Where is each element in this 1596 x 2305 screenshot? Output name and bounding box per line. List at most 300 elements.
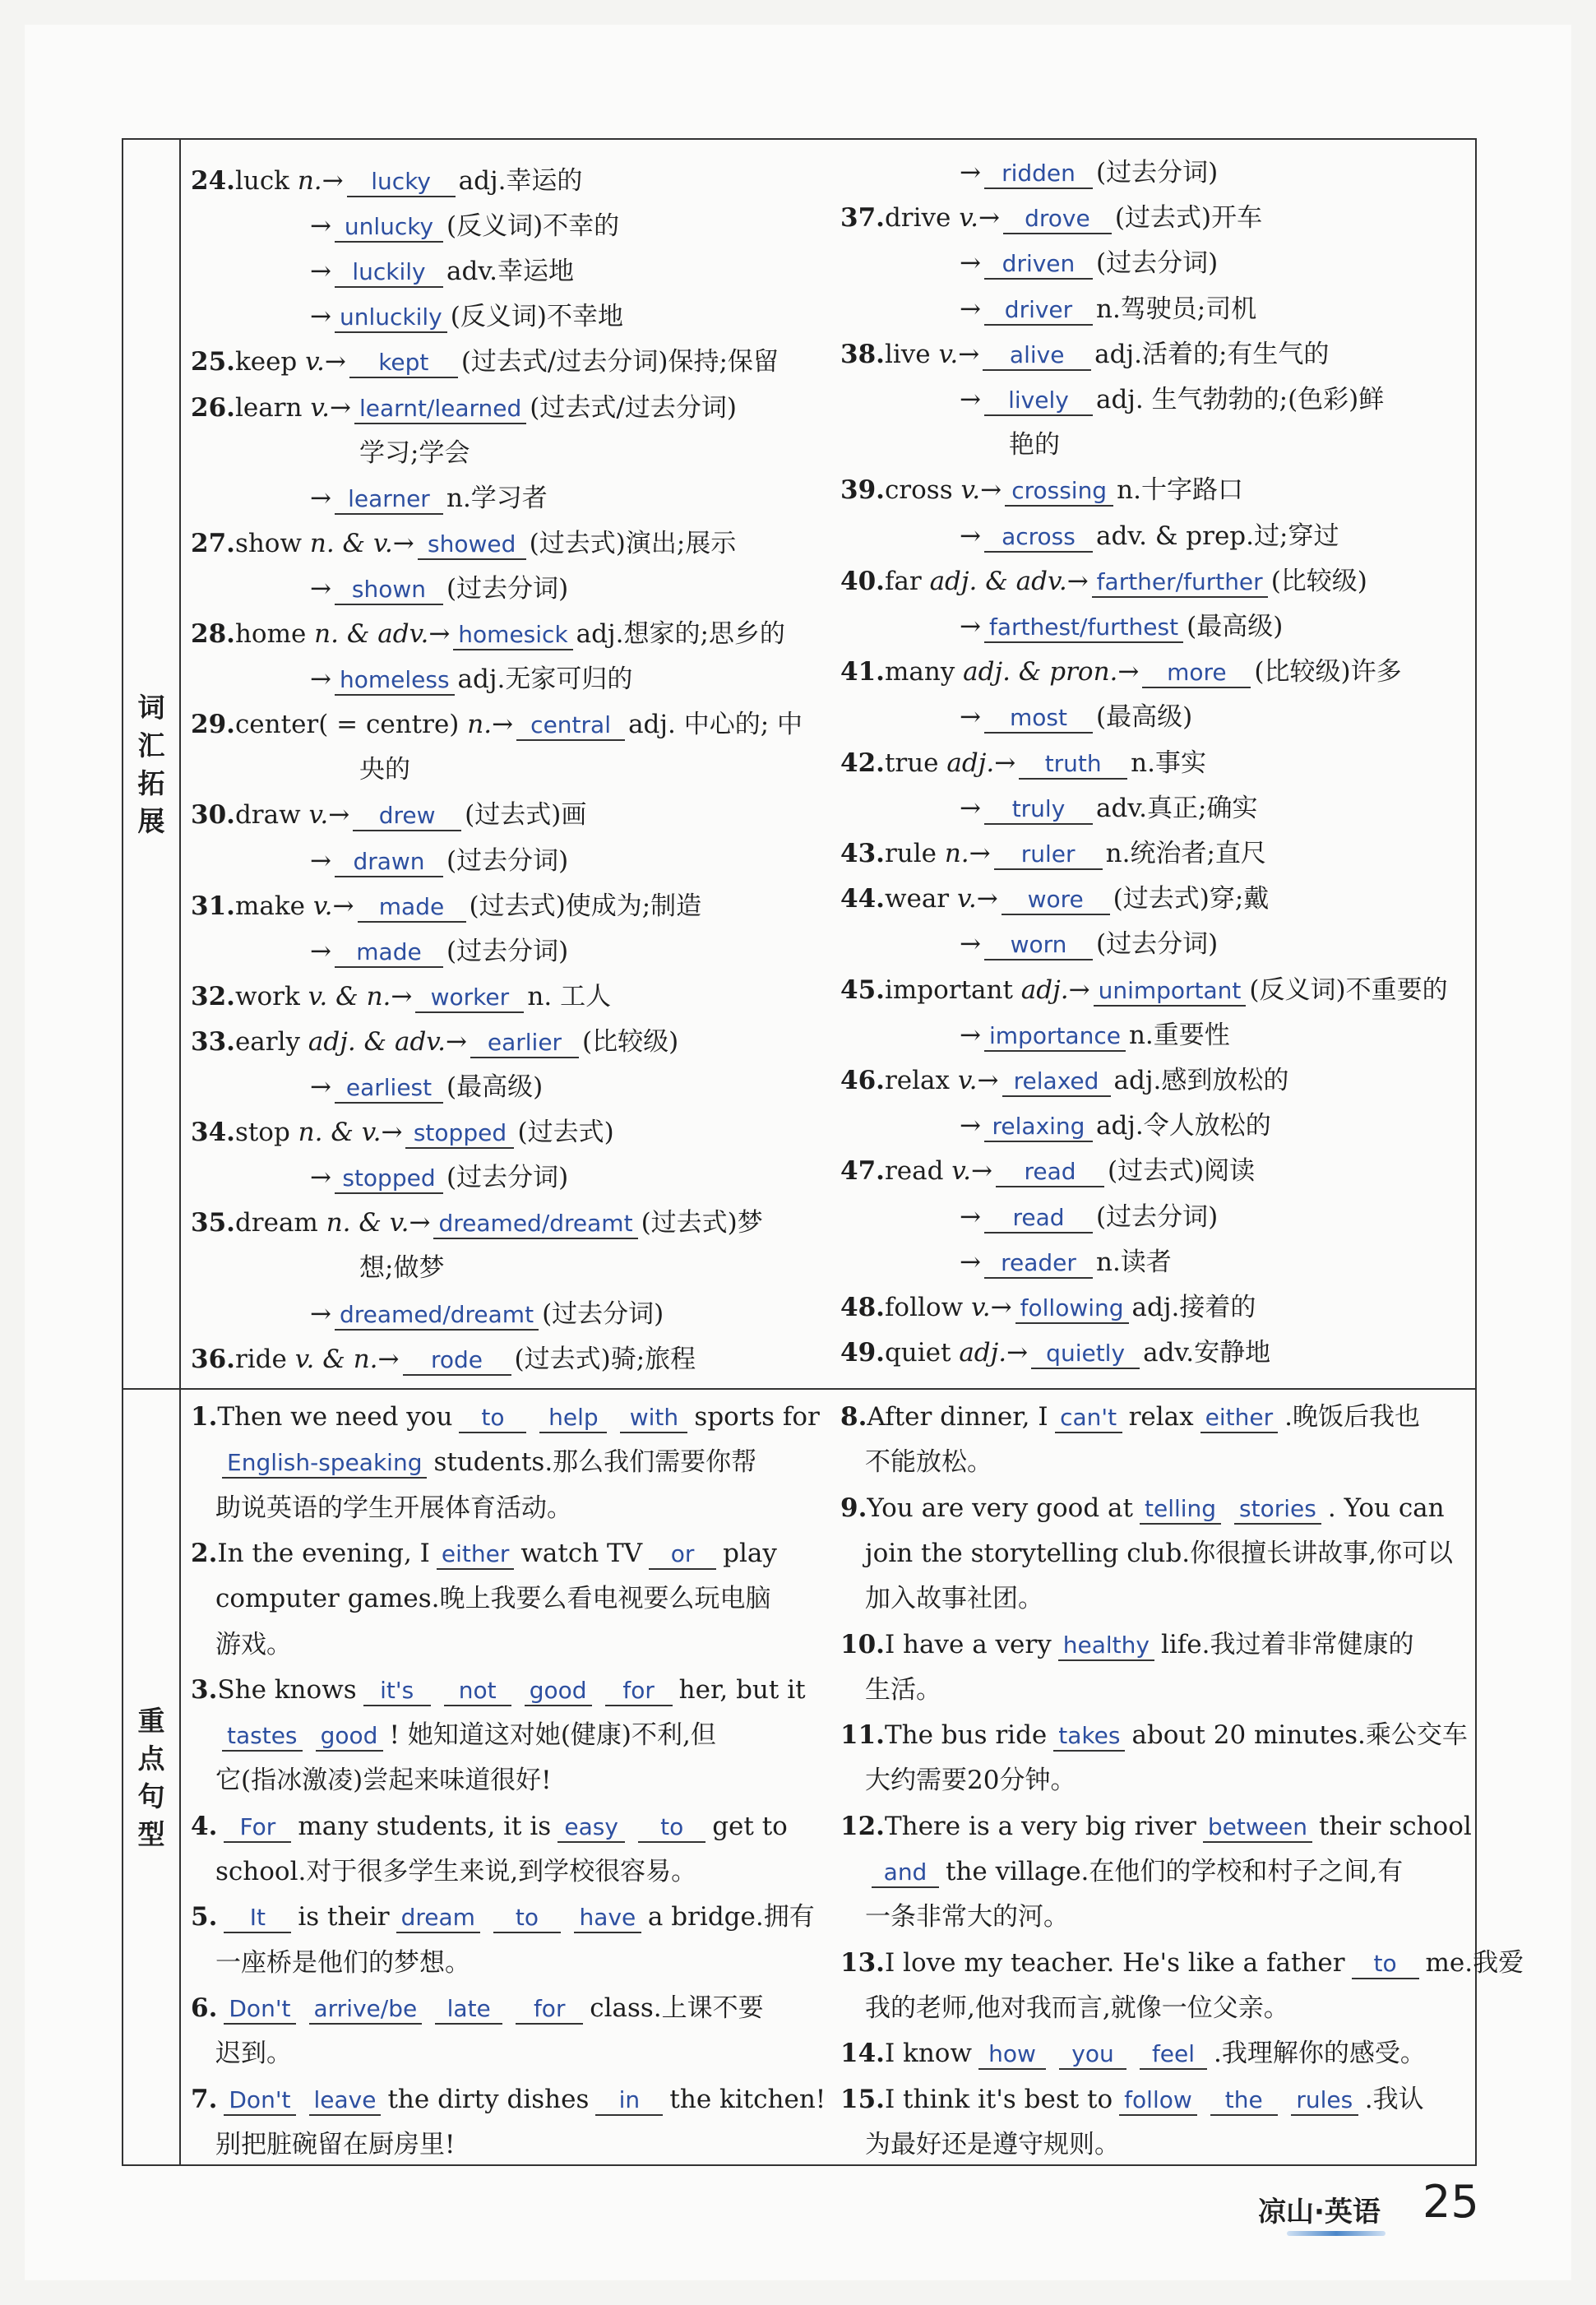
- answer-blank: kept: [349, 349, 458, 378]
- sentence-row: [191, 1440, 756, 1485]
- sentence-text: computer games.晚上我要么看电视要么玩电脑: [215, 1584, 771, 1614]
- definition: (过去式)开车: [1114, 203, 1263, 234]
- vocab-row: [840, 150, 1218, 196]
- vocab-row: [191, 929, 568, 974]
- answer-blank: easy: [557, 1813, 625, 1843]
- item-number: 7.: [191, 2084, 218, 2114]
- sentence-row: [191, 2077, 826, 2122]
- answer-blank: earliest: [335, 1074, 443, 1104]
- part-of-speech: adj. & adv.: [929, 566, 1067, 596]
- sentence-text: class.上课不要: [590, 1993, 764, 2023]
- definition: (过去式): [517, 1118, 614, 1148]
- sentence-text: I know: [884, 2039, 972, 2069]
- arrow-icon: →: [994, 748, 1016, 778]
- item-number: 26.: [191, 392, 235, 423]
- answer-blank: showed: [418, 530, 526, 560]
- vocab-row: [191, 1155, 568, 1201]
- sentence-row: [191, 1531, 777, 1576]
- headword: dream: [234, 1208, 326, 1238]
- answer-blank: wore: [1002, 886, 1110, 915]
- part-of-speech: v.: [956, 884, 977, 914]
- sentence-section-label: 重 点 句 型: [137, 1705, 165, 1850]
- answer-blank: healthy: [1058, 1632, 1154, 1661]
- arrow-icon: →: [978, 203, 1000, 234]
- sentence-text: I think it's best to: [884, 2084, 1113, 2114]
- answer-blank: English-speaking: [222, 1449, 427, 1479]
- headword: work: [234, 981, 308, 1011]
- sentence-text: In the evening, I: [217, 1538, 430, 1568]
- vocab-row: [840, 786, 1257, 831]
- sentence-text: There is a very big river: [884, 1811, 1196, 1841]
- vocab-row: [191, 793, 586, 838]
- arrow-icon: →: [428, 619, 451, 649]
- definition: (过去分词): [446, 1163, 569, 1193]
- label-column-divider: [179, 138, 181, 2166]
- item-number: 24.: [191, 166, 235, 196]
- vocab-row: [840, 695, 1192, 740]
- headword: early: [234, 1026, 308, 1057]
- vocab-row: [840, 1331, 1270, 1376]
- arrow-icon: →: [1006, 1338, 1029, 1368]
- vocab-row: [840, 741, 1206, 786]
- answer-blank: crossing: [1005, 477, 1113, 507]
- answer-blank: between: [1203, 1813, 1312, 1843]
- answer-blank: For: [224, 1813, 291, 1843]
- arrow-icon: →: [310, 211, 331, 242]
- sentence-text: the village.在他们的学校和村子之间,有: [946, 1857, 1404, 1886]
- headword: show: [234, 528, 310, 558]
- sentence-text: I have a very: [884, 1629, 1052, 1659]
- arrow-icon: →: [960, 929, 981, 960]
- arrow-icon: →: [392, 528, 414, 558]
- definition: (过去分词): [1095, 158, 1219, 187]
- sentence-row: [191, 1804, 788, 1849]
- headword: center( = centre): [234, 710, 468, 740]
- vocab-row: [840, 1285, 1256, 1331]
- sentence-row: [840, 1849, 1403, 1895]
- answer-blank: farther/further: [1092, 568, 1268, 598]
- arrow-icon: →: [990, 1293, 1012, 1322]
- part-of-speech: n.: [467, 710, 493, 740]
- part-of-speech: adj. & pron.: [963, 657, 1118, 687]
- headword: stop: [234, 1118, 298, 1148]
- item-number: 46.: [840, 1066, 885, 1095]
- sentence-row: [840, 1986, 1289, 2031]
- sentence-row: [840, 1713, 1468, 1758]
- vocab-row: [840, 468, 1243, 513]
- vocab-row: [840, 604, 1283, 650]
- answer-blank: relaxed: [1002, 1067, 1111, 1097]
- definition: n.读者: [1095, 1247, 1172, 1277]
- answer-blank: to: [459, 1404, 526, 1433]
- answer-blank: homesick: [453, 621, 572, 650]
- definition: adj. 生气勃勃的;(色彩)鲜: [1095, 385, 1385, 414]
- sentence-row: [840, 1531, 1453, 1576]
- arrow-icon: →: [1117, 657, 1140, 687]
- answer-blank: late: [435, 1995, 502, 2025]
- section-divider: [122, 1388, 1477, 1390]
- sentence-row: [840, 1758, 1076, 1803]
- vocab-row: [191, 294, 623, 340]
- answer-blank: truth: [1019, 750, 1127, 780]
- definition: (过去式/过去分词)保持;保留: [460, 347, 779, 377]
- arrow-icon: →: [381, 1118, 403, 1148]
- vocab-row: [840, 1240, 1172, 1285]
- footer-accent-line: [1287, 2231, 1386, 2236]
- definition: adj. 中心的; 中: [628, 710, 803, 740]
- answer-blank: it's: [363, 1677, 431, 1706]
- item-number: 4.: [191, 1811, 218, 1841]
- item-number: 38.: [840, 339, 885, 369]
- answer-blank: quietly: [1031, 1340, 1140, 1369]
- item-number: 36.: [191, 1344, 235, 1374]
- vocab-row: [191, 748, 410, 793]
- headword: follow: [884, 1293, 971, 1322]
- sentence-row: [191, 1895, 815, 1940]
- item-number: 12.: [840, 1811, 885, 1841]
- vocab-row: [191, 1110, 614, 1155]
- sentence-row: [840, 1622, 1413, 1668]
- vocab-row: [191, 1065, 543, 1110]
- arrow-icon: →: [1068, 974, 1090, 1005]
- vocab-row: [191, 1201, 763, 1246]
- arrow-icon: →: [971, 1156, 992, 1187]
- answer-blank: telling: [1140, 1495, 1221, 1525]
- part-of-speech: v.: [951, 1156, 971, 1187]
- item-number: 29.: [191, 710, 235, 740]
- answer-blank: drove: [1003, 205, 1112, 234]
- answer-blank: ridden: [984, 160, 1093, 189]
- vocab-row: [191, 476, 548, 521]
- item-number: 31.: [191, 891, 235, 921]
- sentence-text: 一条非常大的河。: [865, 1902, 1069, 1932]
- vocab-row: [840, 1104, 1271, 1149]
- answer-blank: dream: [396, 1904, 480, 1933]
- part-of-speech: v. & n.: [294, 1344, 378, 1374]
- sentence-row: [191, 1758, 552, 1803]
- arrow-icon: →: [310, 483, 331, 513]
- sentence-row: [840, 2077, 1424, 2122]
- definition: (过去式)演出;展示: [529, 528, 737, 558]
- vocab-row: [191, 1337, 696, 1382]
- part-of-speech: v.: [312, 891, 333, 921]
- answer-blank: farthest/furthest: [984, 613, 1183, 643]
- item-number: 39.: [840, 475, 885, 506]
- headword: draw: [234, 800, 309, 831]
- sentence-text: .我认: [1364, 2084, 1424, 2114]
- answer-blank: most: [984, 704, 1093, 734]
- answer-blank: have: [574, 1904, 641, 1933]
- answer-blank: in: [595, 2086, 663, 2116]
- headword: make: [234, 891, 313, 921]
- sentence-row: [840, 1895, 1069, 1940]
- definition: (过去分词): [446, 573, 569, 604]
- arrow-icon: →: [310, 936, 331, 966]
- answer-blank: learner: [335, 485, 443, 515]
- answer-blank: read: [984, 1204, 1093, 1233]
- vocab-section-label: 词 汇 拓 展: [137, 692, 165, 837]
- item-number: 10.: [840, 1629, 885, 1659]
- answer-blank: made: [335, 938, 443, 968]
- definition: n.统治者;直尺: [1105, 839, 1266, 868]
- answer-blank: luckily: [335, 258, 443, 288]
- answer-blank: the: [1210, 2086, 1278, 2116]
- answer-blank: dreamed/dreamt: [335, 1301, 539, 1331]
- definition: (过去分词): [446, 845, 569, 876]
- item-number: 32.: [191, 981, 235, 1011]
- vocab-row: [191, 386, 737, 431]
- sentence-text: school.对于很多学生来说,到学校很容易。: [215, 1857, 697, 1886]
- answer-blank: following: [1015, 1294, 1129, 1324]
- answer-blank: drawn: [335, 848, 443, 877]
- answer-blank: It: [224, 1904, 291, 1933]
- answer-blank: arrive/be: [309, 1995, 423, 2025]
- arrow-icon: →: [332, 891, 354, 921]
- definition: n.事实: [1131, 748, 1206, 778]
- vocab-row: [840, 423, 1060, 468]
- headword: wear: [884, 884, 957, 914]
- answer-blank: leave: [309, 2086, 382, 2116]
- sentence-row: [191, 1986, 764, 2031]
- answer-blank: and: [872, 1858, 939, 1888]
- answer-blank: how: [978, 2040, 1046, 2070]
- definition: (比较级): [1270, 566, 1367, 596]
- definition: (比较级)许多: [1254, 657, 1402, 687]
- definition: adv. & prep.过;穿过: [1095, 521, 1339, 551]
- sentence-row: [191, 1486, 572, 1531]
- headword: true: [884, 748, 947, 778]
- sentence-row: [840, 1804, 1472, 1849]
- item-number: 37.: [840, 203, 885, 234]
- answer-blank: or: [649, 1540, 716, 1570]
- vocab-row: [191, 1292, 664, 1337]
- item-number: 30.: [191, 800, 235, 831]
- item-number: 48.: [840, 1293, 885, 1322]
- definition: n.驾驶员;司机: [1095, 294, 1257, 324]
- sentence-row: [191, 1713, 716, 1758]
- book-title: 凉山·英语: [1258, 2196, 1381, 2229]
- arrow-icon: →: [310, 1298, 331, 1329]
- vocab-row: [191, 249, 574, 294]
- page-number: 25: [1423, 2176, 1479, 2228]
- sentence-text: join the storytelling club.你很擅长讲故事,你可以: [865, 1538, 1453, 1568]
- sentence-text: students.那么我们需要你帮: [433, 1447, 757, 1478]
- headword: learn: [234, 392, 311, 423]
- definition: adj.感到放松的: [1113, 1066, 1289, 1095]
- vocab-row: [191, 612, 785, 657]
- arrow-icon: →: [960, 1201, 981, 1232]
- arrow-icon: →: [310, 845, 331, 876]
- sentence-text: 生活。: [865, 1674, 941, 1705]
- arrow-icon: →: [960, 1111, 981, 1141]
- answer-blank: importance: [984, 1022, 1126, 1052]
- sentence-text: about 20 minutes.乘公交车: [1131, 1720, 1468, 1751]
- sentence-row: [840, 1440, 992, 1485]
- definition: (反义词)不重要的: [1249, 974, 1448, 1005]
- item-number: 8.: [840, 1402, 867, 1432]
- sentence-text: .我理解你的感受。: [1214, 2039, 1426, 2069]
- vocab-row: [191, 340, 779, 385]
- vocab-row: [840, 1013, 1230, 1058]
- vocab-row: [191, 974, 611, 1020]
- vocab-row: [191, 567, 568, 612]
- vocab-row: [191, 159, 582, 204]
- definition: (过去式)骑;旅程: [514, 1344, 696, 1374]
- part-of-speech: v.: [308, 800, 329, 831]
- sentence-text: relax: [1128, 1402, 1194, 1432]
- definition: adj.无家可归的: [457, 664, 633, 695]
- sentence-text: You are very good at: [867, 1493, 1133, 1523]
- answer-blank: tastes: [222, 1722, 303, 1752]
- answer-blank: to: [1352, 1950, 1419, 1979]
- answer-blank: dreamed/dreamt: [433, 1210, 637, 1239]
- sentence-text: She knows: [217, 1674, 357, 1705]
- definition: (过去式)阅读: [1107, 1156, 1256, 1187]
- sentence-text: . You can: [1327, 1493, 1445, 1523]
- vocab-row: [840, 968, 1448, 1013]
- item-number: 34.: [191, 1118, 235, 1148]
- vocab-row: [191, 521, 736, 567]
- definition: n. 工人: [527, 981, 612, 1011]
- arrow-icon: →: [969, 839, 991, 868]
- item-number: 41.: [840, 657, 885, 687]
- vocab-row: [191, 884, 701, 929]
- headword: live: [884, 339, 939, 369]
- part-of-speech: adj. & adv.: [308, 1026, 446, 1057]
- sentence-text: 游戏。: [215, 1629, 292, 1659]
- part-of-speech: v.: [970, 1293, 991, 1322]
- answer-blank: truly: [984, 795, 1093, 825]
- item-number: 42.: [840, 748, 885, 778]
- arrow-icon: →: [445, 1026, 467, 1057]
- vocab-row: [840, 922, 1218, 967]
- sentence-text: 助说英语的学生开展体育活动。: [215, 1493, 572, 1523]
- definition: (过去分词): [1095, 1201, 1219, 1232]
- vocab-row: [840, 877, 1269, 922]
- sentence-row: [840, 1395, 1420, 1440]
- sentence-text: 大约需要20分钟。: [865, 1766, 1076, 1796]
- definition: (过去分词): [446, 936, 569, 966]
- vocab-row: [191, 1020, 678, 1065]
- answer-blank: drew: [353, 802, 461, 831]
- answer-blank: takes: [1053, 1722, 1125, 1752]
- answer-blank: relaxing: [984, 1113, 1093, 1142]
- answer-blank: made: [358, 893, 466, 923]
- item-number: 43.: [840, 839, 885, 868]
- answer-blank: feel: [1140, 2040, 1207, 2070]
- part-of-speech: v.: [959, 203, 978, 234]
- answer-blank: homeless: [335, 666, 455, 696]
- arrow-icon: →: [960, 612, 981, 641]
- answer-blank: rode: [403, 1346, 511, 1376]
- item-number: 28.: [191, 619, 235, 649]
- answer-blank: ruler: [994, 840, 1103, 870]
- answer-blank: unlucky: [335, 213, 443, 243]
- definition: (过去式)画: [465, 800, 587, 831]
- answer-blank: worker: [415, 984, 524, 1013]
- answer-blank: driven: [984, 250, 1093, 280]
- sentence-text: watch TV: [520, 1538, 643, 1568]
- vocab-row: [840, 332, 1329, 377]
- part-of-speech: adj.: [1020, 974, 1069, 1005]
- arrow-icon: →: [310, 302, 331, 332]
- item-number: 47.: [840, 1156, 885, 1187]
- vocab-row: [191, 657, 632, 702]
- sentence-text: get to: [712, 1811, 788, 1841]
- vocab-row: [840, 650, 1402, 695]
- definition: (过去式/过去分词): [530, 392, 737, 423]
- answer-blank: alive: [983, 341, 1091, 371]
- sentence-row: [191, 1395, 820, 1440]
- arrow-icon: →: [492, 710, 514, 740]
- arrow-icon: →: [960, 793, 981, 823]
- arrow-icon: →: [310, 664, 331, 695]
- part-of-speech: n.: [297, 166, 322, 196]
- headword: home: [234, 619, 315, 649]
- answer-blank: to: [638, 1813, 705, 1843]
- vocab-row: [840, 514, 1339, 559]
- sentence-text: 迟到。: [215, 2039, 292, 2069]
- item-number: 6.: [191, 1993, 218, 2023]
- answer-blank: Don't: [224, 1995, 295, 2025]
- item-number: 3.: [191, 1674, 218, 1705]
- definition: n.十字路口: [1117, 475, 1243, 506]
- answer-blank: reader: [984, 1249, 1093, 1279]
- answer-blank: read: [996, 1158, 1104, 1187]
- sentence-text: After dinner, I: [867, 1402, 1048, 1432]
- definition: adj.幸运的: [458, 166, 583, 196]
- answer-blank: not: [444, 1677, 511, 1706]
- answer-blank: worn: [984, 931, 1093, 960]
- answer-blank: good: [316, 1722, 383, 1752]
- item-number: 13.: [840, 1947, 885, 1978]
- definition: adv.真正;确实: [1095, 793, 1258, 823]
- definition: 央的: [359, 755, 410, 785]
- answer-blank: unimportant: [1094, 977, 1247, 1007]
- answer-blank: good: [525, 1677, 592, 1706]
- arrow-icon: →: [960, 385, 981, 414]
- part-of-speech: v.: [938, 339, 959, 369]
- sentence-text: 别把脏碗留在厨房里!: [215, 2129, 456, 2159]
- answer-blank: for: [605, 1677, 673, 1706]
- vocab-row: [840, 196, 1262, 241]
- sentence-text: .晚饭后我也: [1284, 1402, 1420, 1432]
- answer-blank: either: [1200, 1404, 1278, 1433]
- arrow-icon: →: [328, 800, 350, 831]
- definition: n.学习者: [446, 483, 548, 513]
- part-of-speech: v.: [960, 475, 981, 506]
- arrow-icon: →: [958, 339, 980, 369]
- answer-blank: shown: [335, 576, 443, 605]
- answer-blank: Don't: [224, 2086, 295, 2116]
- definition: adv.安静地: [1143, 1338, 1271, 1368]
- sentence-row: [191, 1849, 696, 1895]
- definition: (过去分词): [1095, 929, 1219, 960]
- sentence-text: the kitchen!: [669, 2084, 826, 2114]
- sentence-row: [191, 2122, 455, 2168]
- part-of-speech: n. & v.: [326, 1208, 409, 1238]
- answer-blank: follow: [1119, 2086, 1197, 2116]
- sentence-row: [840, 2031, 1426, 2076]
- definition: adj.令人放松的: [1095, 1111, 1271, 1141]
- part-of-speech: v.: [305, 347, 325, 377]
- sentence-text: their school: [1318, 1811, 1472, 1841]
- arrow-icon: →: [409, 1208, 431, 1238]
- answer-blank: earlier: [470, 1029, 579, 1058]
- definition: (最高级): [1095, 702, 1193, 733]
- answer-blank: you: [1059, 2040, 1126, 2070]
- part-of-speech: adj.: [946, 748, 995, 778]
